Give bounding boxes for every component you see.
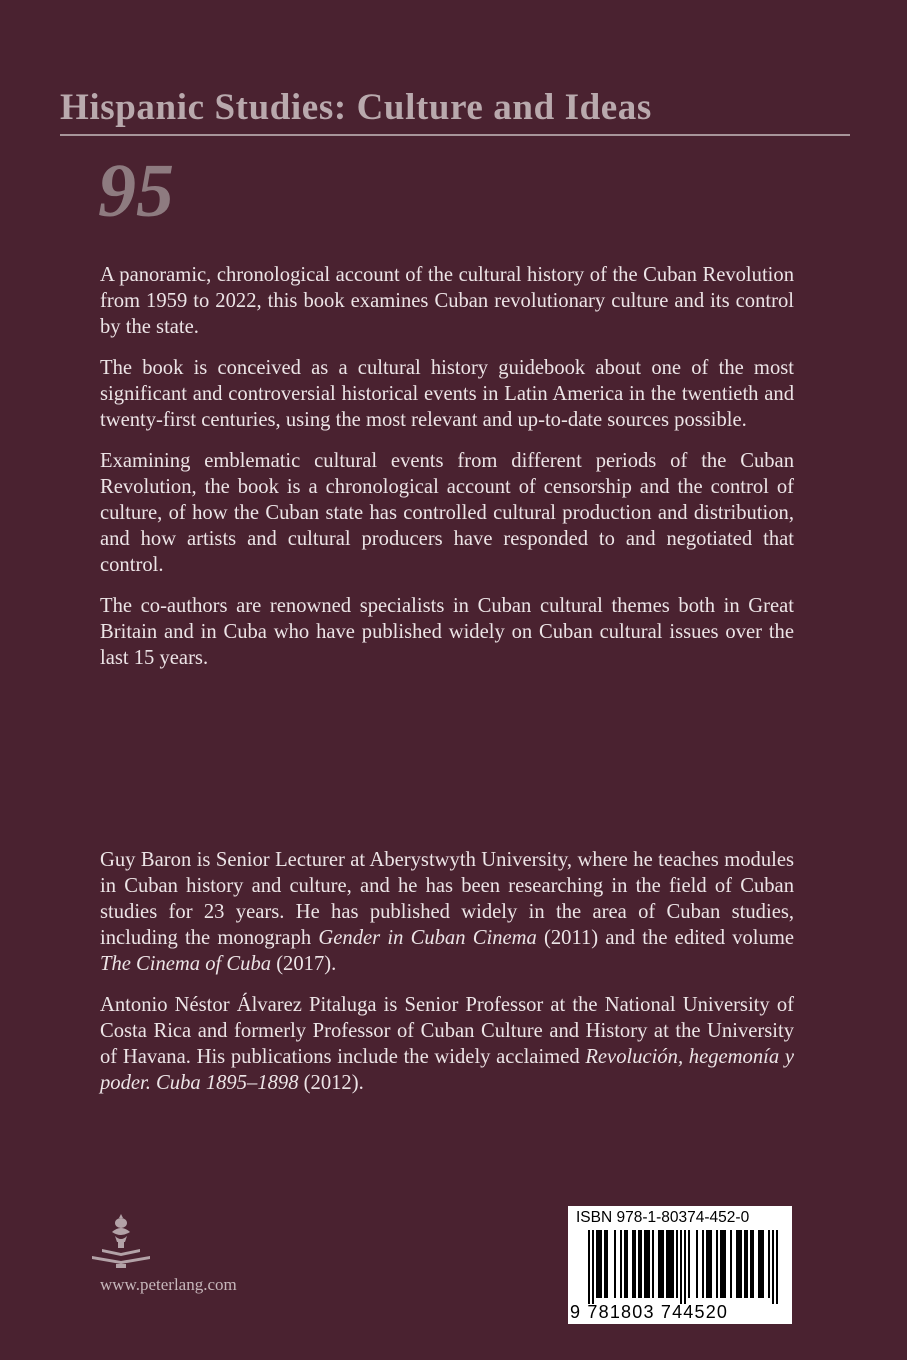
barcode-bar: [680, 1230, 682, 1304]
barcode-bar: [706, 1230, 708, 1298]
bio-text: Guy Baron is Senior Lecturer at Aberystwyth University, where he teaches modules in Cuban history and culture, and he has been researching in the field of Cuban studies for 23 years. He has published widely in the area of Cuban studies, including the monograph: [100, 849, 794, 949]
barcode-bar: [666, 1230, 668, 1298]
author-bio-baron: [100, 847, 794, 977]
barcode-bar: [640, 1230, 642, 1298]
description-paragraph-3: Examining emblematic cultural events from different periods of the Cuban Revolution, the book is a chronological account of censorship and the control of culture, of how the Cuban state has controlled cultural production and distribution, and how artists and cultural producers have responded to and negotiated that control.: [100, 450, 794, 576]
book-description: [100, 262, 794, 686]
barcode-bar: [592, 1230, 594, 1304]
barcode-bar: [600, 1230, 602, 1298]
barcode-bar: [588, 1230, 590, 1304]
publisher-website-link[interactable]: www.peterlang.com: [100, 1275, 237, 1294]
description-paragraph-1: A panoramic, chronological account of the cultural history of the Cuban Revolution from 1959 to 2022, this book examines Cuban revolutionary culture and its control by the state.: [100, 264, 794, 338]
series-title-rule: [60, 134, 850, 136]
barcode-bar: [660, 1230, 662, 1298]
barcode-bar: [676, 1230, 678, 1298]
bio-work-title: The Cinema of Cuba: [100, 953, 272, 975]
barcode-bar: [614, 1230, 616, 1298]
barcode-bar: [658, 1230, 660, 1298]
barcode-bar: [760, 1230, 762, 1298]
barcode-bar: [722, 1230, 724, 1298]
barcode-bar: [652, 1230, 654, 1298]
barcode-bar: [684, 1230, 686, 1304]
barcode-bar: [730, 1230, 732, 1298]
bio-work-title: Revolución, hegemonía y poder. Cuba 1895–1898: [100, 1046, 795, 1094]
barcode-bar: [634, 1230, 636, 1298]
isbn-label: ISBN 978-1-80374-452-0: [576, 1209, 750, 1226]
barcode-bar: [696, 1230, 698, 1298]
author-bio-alvarez: [100, 992, 794, 1096]
barcode-bar: [750, 1230, 752, 1298]
barcode-bar: [746, 1230, 748, 1298]
barcode-bar: [708, 1230, 710, 1298]
barcode-bar: [724, 1230, 726, 1298]
author-bios: [100, 847, 794, 1111]
barcode-bar: [620, 1230, 622, 1298]
barcode-bar: [738, 1230, 740, 1298]
barcode-bar: [768, 1230, 770, 1298]
barcode-bar: [638, 1230, 640, 1298]
barcode-bar: [624, 1230, 626, 1298]
barcode-bars: [572, 1230, 788, 1304]
bio-text: (2012).: [298, 1072, 364, 1094]
barcode-bar: [646, 1230, 648, 1298]
barcode-bar: [736, 1230, 738, 1298]
barcode-bar: [744, 1230, 746, 1298]
barcode-bar: [598, 1230, 600, 1298]
bio-text: (2011) and the edited volume: [536, 927, 794, 949]
barcode-bar: [752, 1230, 754, 1298]
barcode-bar: [762, 1230, 764, 1298]
barcode-bar: [606, 1230, 608, 1298]
barcode-bar: [626, 1230, 628, 1298]
barcode-bar: [670, 1230, 672, 1298]
barcode-bar: [716, 1230, 718, 1298]
barcode-bar: [776, 1230, 778, 1304]
series-title: Hispanic Studies: Culture and Ideas: [60, 87, 652, 128]
description-paragraph-4: The co-authors are renowned specialists in Cuban cultural themes both in Great Britain and in Cuba who have published widely on Cuban cultural issues over the last 15 years.: [100, 595, 794, 669]
barcode-bar: [720, 1230, 722, 1298]
barcode-bar: [596, 1230, 598, 1298]
isbn-barcode: [568, 1206, 792, 1324]
barcode-bar: [688, 1230, 690, 1298]
barcode-bar: [710, 1230, 712, 1298]
bio-work-title: Gender in Cuban Cinema: [318, 927, 537, 949]
barcode-bar: [758, 1230, 760, 1298]
barcode-digits: 9 781803 744520: [570, 1302, 729, 1322]
description-paragraph-2: The book is conceived as a cultural history guidebook about one of the most significant and controversial historical events in Latin America in the twentieth and twenty-first centuries, using the most relevant and up-to-date sources possible.: [100, 357, 794, 431]
barcode-bar: [702, 1230, 704, 1298]
series-volume-number: 95: [98, 149, 174, 233]
barcode-bar: [772, 1230, 774, 1304]
barcode-bar: [668, 1230, 670, 1298]
peter-lang-logo-icon: [86, 1212, 156, 1270]
barcode-bar: [648, 1230, 650, 1298]
bio-text: Antonio Néstor Álvarez Pitaluga is Senior Professor at the National University of Costa Rica and formerly Professor of Cuban Culture and History at the University of Havana. His publications include the widely acclaimed: [100, 994, 794, 1068]
barcode-bar: [662, 1230, 664, 1298]
barcode-bar: [644, 1230, 646, 1298]
barcode-bar: [740, 1230, 742, 1298]
bio-text: (2017).: [271, 953, 337, 975]
barcode-bar: [632, 1230, 634, 1298]
barcode-bar: [604, 1230, 606, 1298]
barcode-bar: [672, 1230, 674, 1298]
